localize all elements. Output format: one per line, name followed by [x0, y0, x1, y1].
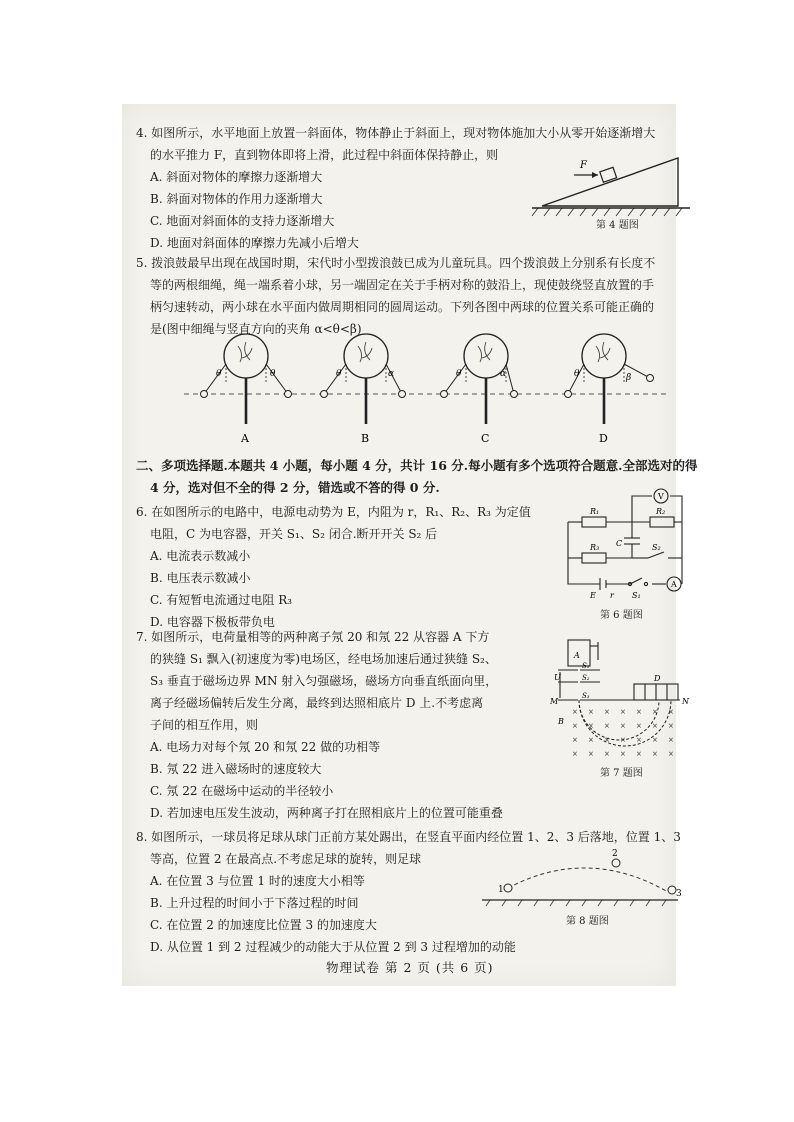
q5-b-label: B: [361, 432, 370, 445]
q8-position-1: 1: [498, 885, 504, 895]
svg-text:×: ×: [572, 722, 578, 730]
svg-text:×: ×: [652, 722, 658, 730]
svg-text:×: ×: [572, 736, 578, 744]
q4-option-d: D. 地面对斜面体的摩擦力先减小后增大: [150, 236, 359, 250]
svg-text:×: ×: [588, 750, 594, 758]
q7-mass-spectrometer-figure: [550, 634, 690, 764]
q5-stem-line3: 柄匀速转动，两小球在水平面内做周期相同的圆周运动。下列各图中两球的位置关系可能正确的: [150, 300, 655, 314]
q5-drum-b: [321, 334, 406, 445]
q5-figures: [176, 328, 676, 450]
q4-figure-caption: 第 4 题图: [596, 220, 639, 231]
q7-label-u: U: [554, 673, 561, 682]
q6-stem-line2: 电阻，C 为电容器，开关 S₁、S₂ 闭合.断开开关 S₂ 后: [150, 527, 438, 541]
q7-stem-line5: 子间的相互作用，则: [150, 718, 259, 732]
svg-text:×: ×: [636, 722, 642, 730]
svg-text:×: ×: [620, 750, 626, 758]
q5-drum-a: [201, 334, 292, 445]
svg-text:×: ×: [604, 736, 610, 744]
svg-text:×: ×: [652, 736, 658, 744]
svg-text:×: ×: [668, 722, 674, 730]
q7-label-b: B: [558, 717, 564, 726]
q6-option-a: A. 电流表示数减小: [150, 549, 251, 563]
svg-text:×: ×: [668, 750, 674, 758]
svg-text:×: ×: [604, 708, 610, 716]
q8-figure-caption: 第 8 题图: [566, 916, 609, 927]
q5-a-label: A: [241, 432, 249, 445]
q7-option-d: D. 若加速电压发生波动，两种离子打在照相底片上的位置可能重叠: [150, 806, 503, 820]
q6-label-r3: R₃: [590, 543, 600, 552]
q7-label-m: M: [550, 697, 559, 706]
q7-figure-caption: 第 7 题图: [600, 768, 643, 779]
q8-option-c: C. 在位置 2 的加速度比位置 3 的加速度大: [150, 918, 377, 932]
svg-text:×: ×: [604, 722, 610, 730]
q6-stem-line1: 6. 在如图所示的电路中，电源电动势为 E，内阻为 r，R₁、R₂、R₃ 为定值: [136, 505, 531, 519]
svg-text:×: ×: [588, 736, 594, 744]
q4-stem-line1: 4. 如图所示，水平地面上放置一斜面体，物体静止于斜面上，现对物体施加大小从零开始逐渐增大: [136, 126, 656, 140]
q6-label-r: r: [610, 591, 614, 600]
svg-text:×: ×: [652, 750, 658, 758]
svg-text:×: ×: [620, 722, 626, 730]
q6-option-d: D. 电容器下极板带负电: [150, 615, 275, 629]
q7-stem-line2: 的狭缝 S₁ 飘入(初速度为零)电场区，经电场加速后通过狭缝 S₂、: [150, 652, 497, 666]
q5-drum-c: [441, 334, 518, 445]
svg-text:×: ×: [652, 708, 658, 716]
q7-label-s1: S₁: [582, 662, 590, 670]
q7-label-s2: S₂: [582, 674, 590, 682]
svg-text:×: ×: [668, 736, 674, 744]
q6-figure-caption: 第 6 题图: [600, 610, 643, 621]
q7-stem-line4: 离子经磁场偏转后发生分离，最终到达照相底片 D 上.不考虑离: [150, 696, 484, 710]
q7-option-b: B. 氖 22 进入磁场时的速度较大: [150, 762, 322, 776]
q8-trajectory-figure: [478, 846, 682, 910]
q5-stem-line2: 等的两根细绳，绳一端系着小球，另一端固定在关于手柄对称的鼓沿上，现使鼓绕竖直放置的手: [150, 278, 655, 292]
q4-option-c: C. 地面对斜面体的支持力逐渐增大: [150, 214, 335, 228]
q5-d-left-angle: θ: [574, 369, 580, 379]
q5-c-label: C: [481, 432, 490, 445]
q7-option-c: C. 氖 22 在磁场中运动的半径较小: [150, 784, 334, 798]
q4-force-label: F: [580, 160, 587, 171]
q6-label-s1: S₁: [632, 591, 641, 600]
q5-a-right-angle: θ: [270, 369, 276, 379]
q7-option-a: A. 电场力对每个氖 20 和氖 22 做的功相等: [150, 740, 381, 754]
q5-c-left-angle: θ: [456, 369, 462, 379]
q8-option-d: D. 从位置 1 到 2 过程减少的动能大于从位置 2 到 3 过程增加的动能: [150, 940, 516, 954]
q7-label-a: A: [574, 651, 580, 660]
page-footer: 物理试卷 第 2 页 (共 6 页): [326, 960, 494, 975]
q5-a-left-angle: θ: [216, 369, 222, 379]
svg-text:×: ×: [588, 722, 594, 730]
svg-text:×: ×: [604, 750, 610, 758]
q5-b-left-angle: θ: [336, 369, 342, 379]
q8-position-3: 3: [676, 889, 682, 899]
q6-option-b: B. 电压表示数减小: [150, 571, 251, 585]
q6-label-r1: R₁: [590, 507, 600, 516]
q6-label-e: E: [590, 591, 596, 600]
svg-text:×: ×: [572, 750, 578, 758]
svg-text:×: ×: [588, 708, 594, 716]
q5-d-label: D: [599, 432, 608, 445]
q5-b-right-angle: α: [388, 369, 395, 379]
q7-label-n: N: [682, 697, 689, 706]
section2-heading-line2: 4 分，选对但不全的得 2 分，错选或不答的得 0 分.: [150, 480, 440, 495]
q7-label-s3: S₃: [582, 692, 590, 700]
q8-option-b: B. 上升过程的时间小于下落过程的时间: [150, 896, 359, 910]
q6-voltmeter-label: V: [658, 492, 664, 501]
svg-text:×: ×: [620, 736, 626, 744]
svg-text:×: ×: [636, 750, 642, 758]
q5-c-right-angle: α: [500, 369, 507, 379]
svg-text:×: ×: [636, 736, 642, 744]
q8-stem-line1: 8. 如图所示，一球员将足球从球门正前方某处踢出，在竖直平面内经位置 1、2、3 后落地，位置 1、3: [136, 830, 681, 844]
q6-option-c: C. 有短暂电流通过电阻 R₃: [150, 593, 293, 607]
q7-label-d: D: [654, 674, 661, 683]
q4-stem-line2: 的水平推力 F，直到物体即将上滑，此过程中斜面体保持静止，则: [150, 148, 499, 162]
svg-text:×: ×: [636, 708, 642, 716]
q4-option-a: A. 斜面对物体的摩擦力逐渐增大: [150, 170, 323, 184]
q6-circuit-figure: [560, 486, 686, 606]
section2-heading-line1: 二、多项选择题.本题共 4 小题，每小题 4 分，共计 16 分.每小题有多个选项符合题意.全部选对的得: [136, 458, 698, 473]
q6-label-c: C: [616, 539, 623, 548]
q5-drum-d: [565, 334, 654, 445]
q7-stem-line3: S₃ 垂直于磁场边界 MN 射入匀强磁场，磁场方向垂直纸面向里，: [150, 674, 498, 688]
q8-stem-line2: 等高，位置 2 在最高点.不考虑足球的旋转，则足球: [150, 852, 422, 866]
q5-stem-line4: 是(图中细绳与竖直方向的夹角 α<θ<β): [150, 322, 362, 336]
q5-stem-line1: 5. 拨浪鼓最早出现在战国时期，宋代时小型拨浪鼓已成为儿童玩具。四个拨浪鼓上分别系有长度不: [136, 256, 656, 270]
svg-text:×: ×: [572, 708, 578, 716]
svg-text:×: ×: [668, 708, 674, 716]
q6-label-r2: R₂: [656, 507, 666, 516]
q5-d-right-angle: β: [626, 373, 632, 383]
q8-position-2: 2: [612, 849, 618, 859]
q4-option-b: B. 斜面对物体的作用力逐渐增大: [150, 192, 323, 206]
q7-stem-line1: 7. 如图所示，电荷量相等的两种离子氖 20 和氖 22 从容器 A 下方: [136, 630, 490, 644]
q8-option-a: A. 在位置 3 与位置 1 时的速度大小相等: [150, 874, 365, 888]
svg-text:×: ×: [620, 708, 626, 716]
q6-ammeter-label: A: [671, 580, 677, 589]
q6-label-s2: S₂: [652, 543, 661, 552]
